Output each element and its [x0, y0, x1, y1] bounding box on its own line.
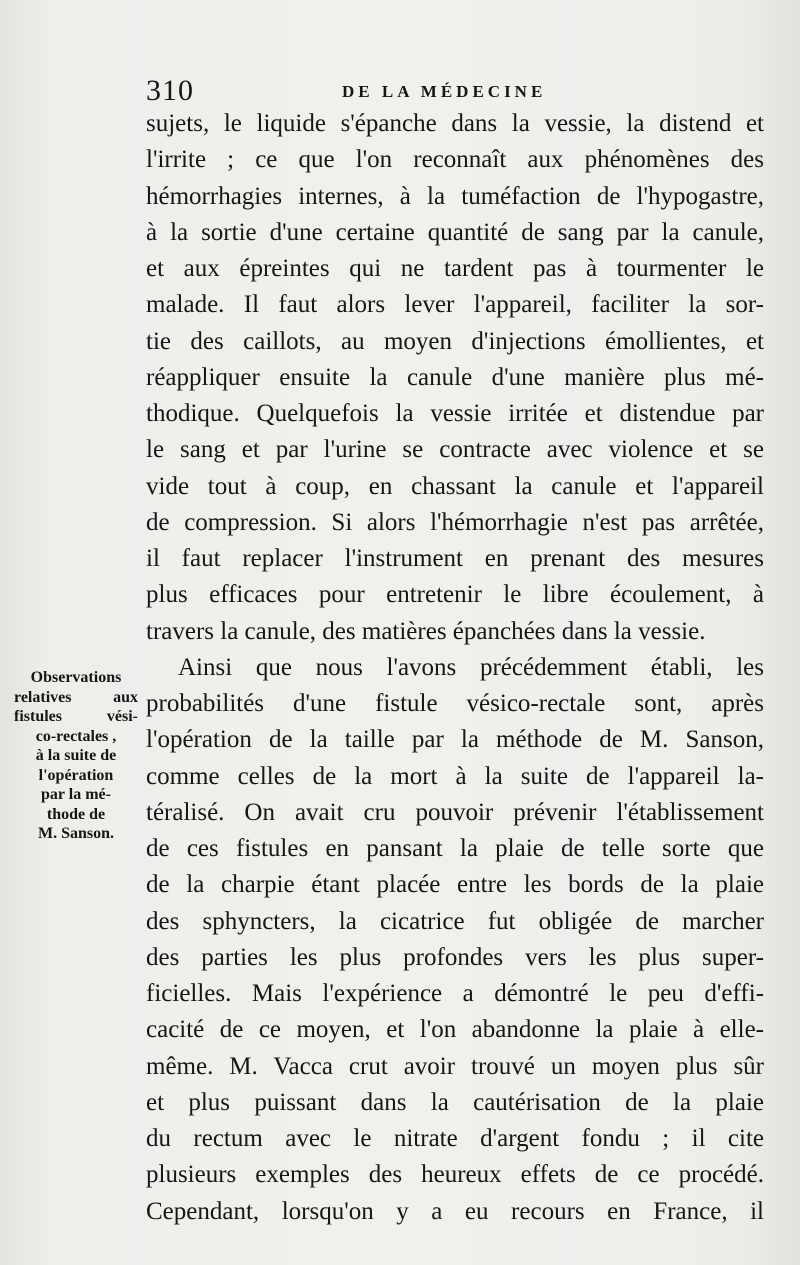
margin-note-line: thode de	[46, 805, 106, 823]
text-line: l'opération de la taille par la méthode de M. Sanson,	[146, 726, 764, 754]
text-line: Ainsi que nous l'avons précédemment établi, les	[178, 653, 764, 681]
margin-note-line: M. Sanson.	[37, 825, 115, 842]
page-number: 310	[146, 74, 194, 107]
text-line: thodique. Quelquefois la vessie irritée et distendue par	[146, 400, 764, 427]
text-line: sujets, le liquide s'épanche dans la vessie, la distend et	[146, 110, 764, 137]
margin-note-line: co-rectales ,	[35, 727, 117, 745]
text-line: même. M. Vacca crut avoir trouvé un moyen plus sûr	[146, 1052, 764, 1080]
body-text	[146, 106, 764, 1230]
text-line: plusieurs exemples des heureux effets de ce procédé.	[146, 1161, 764, 1189]
margin-note-line: par la mé-	[41, 786, 111, 803]
margin-note-line: relatives aux	[14, 688, 138, 706]
text-line: il faut replacer l'instrument en prenant des mesures	[146, 545, 764, 572]
margin-note-line: à la suite de	[35, 747, 117, 764]
text-line: des parties les plus profondes vers les plus super-	[146, 943, 764, 971]
text-line: et aux épreintes qui ne tardent pas à tourmenter le	[146, 255, 764, 282]
text-line: du rectum avec le nitrate d'argent fondu ; il cite	[146, 1125, 764, 1152]
running-title: DE LA MÉDECINE	[342, 82, 547, 101]
text-line: cacité de ce moyen, et l'on abandonne la plaie à elle-	[146, 1016, 764, 1044]
text-line: de la charpie étant placée entre les bords de la plaie	[146, 871, 764, 899]
text-line: et plus puissant dans la cautérisation de la plaie	[146, 1088, 764, 1116]
text-line: le sang et par l'urine se contracte avec violence et se	[146, 436, 764, 464]
text-line: hémorrhagies internes, à la tuméfaction de l'hypogastre,	[146, 182, 764, 210]
text-line: téralisé. On avait cru pouvoir prévenir l'établissement	[146, 798, 764, 826]
text-line: probabilités d'une fistule vésico-rectale sont, après	[146, 690, 764, 717]
text-line: malade. Il faut alors lever l'appareil, faciliter la sor-	[146, 291, 764, 319]
margin-note-line: l'opération	[38, 766, 114, 784]
text-line: des sphyncters, la cicatrice fut obligée de marcher	[146, 907, 764, 935]
text-line: ficielles. Mais l'expérience a démontré le peu d'effi-	[146, 980, 764, 1007]
text-line: l'irrite ; ce que l'on reconnaît aux phénomènes des	[146, 146, 764, 174]
text-line: réappliquer ensuite la canule d'une manière plus mé-	[146, 363, 764, 391]
text-line: à la sortie d'une certaine quantité de sang par la canule,	[146, 218, 764, 246]
margin-note-line: Observations	[30, 669, 122, 686]
margin-note-line: fistules vési-	[14, 708, 138, 725]
text-line: tie des caillots, au moyen d'injections émollientes, et	[146, 327, 764, 355]
text-line: vide tout à coup, en chassant la canule et l'appareil	[146, 472, 764, 500]
text-line: comme celles de la mort à la suite de l'appareil la-	[146, 762, 764, 790]
text-line: de compression. Si alors l'hémorrhagie n'est pas arrêtée,	[146, 508, 764, 536]
text-line: Cependant, lorsqu'on y a eu recours en France, il	[146, 1197, 764, 1225]
text-line: de ces fistules en pansant la plaie de telle sorte que	[146, 835, 764, 862]
text-line: plus efficaces pour entretenir le libre écoulement, à	[146, 581, 764, 609]
text-line: travers la canule, des matières épanchées dans la vessie.	[146, 617, 706, 645]
margin-note	[14, 668, 138, 844]
